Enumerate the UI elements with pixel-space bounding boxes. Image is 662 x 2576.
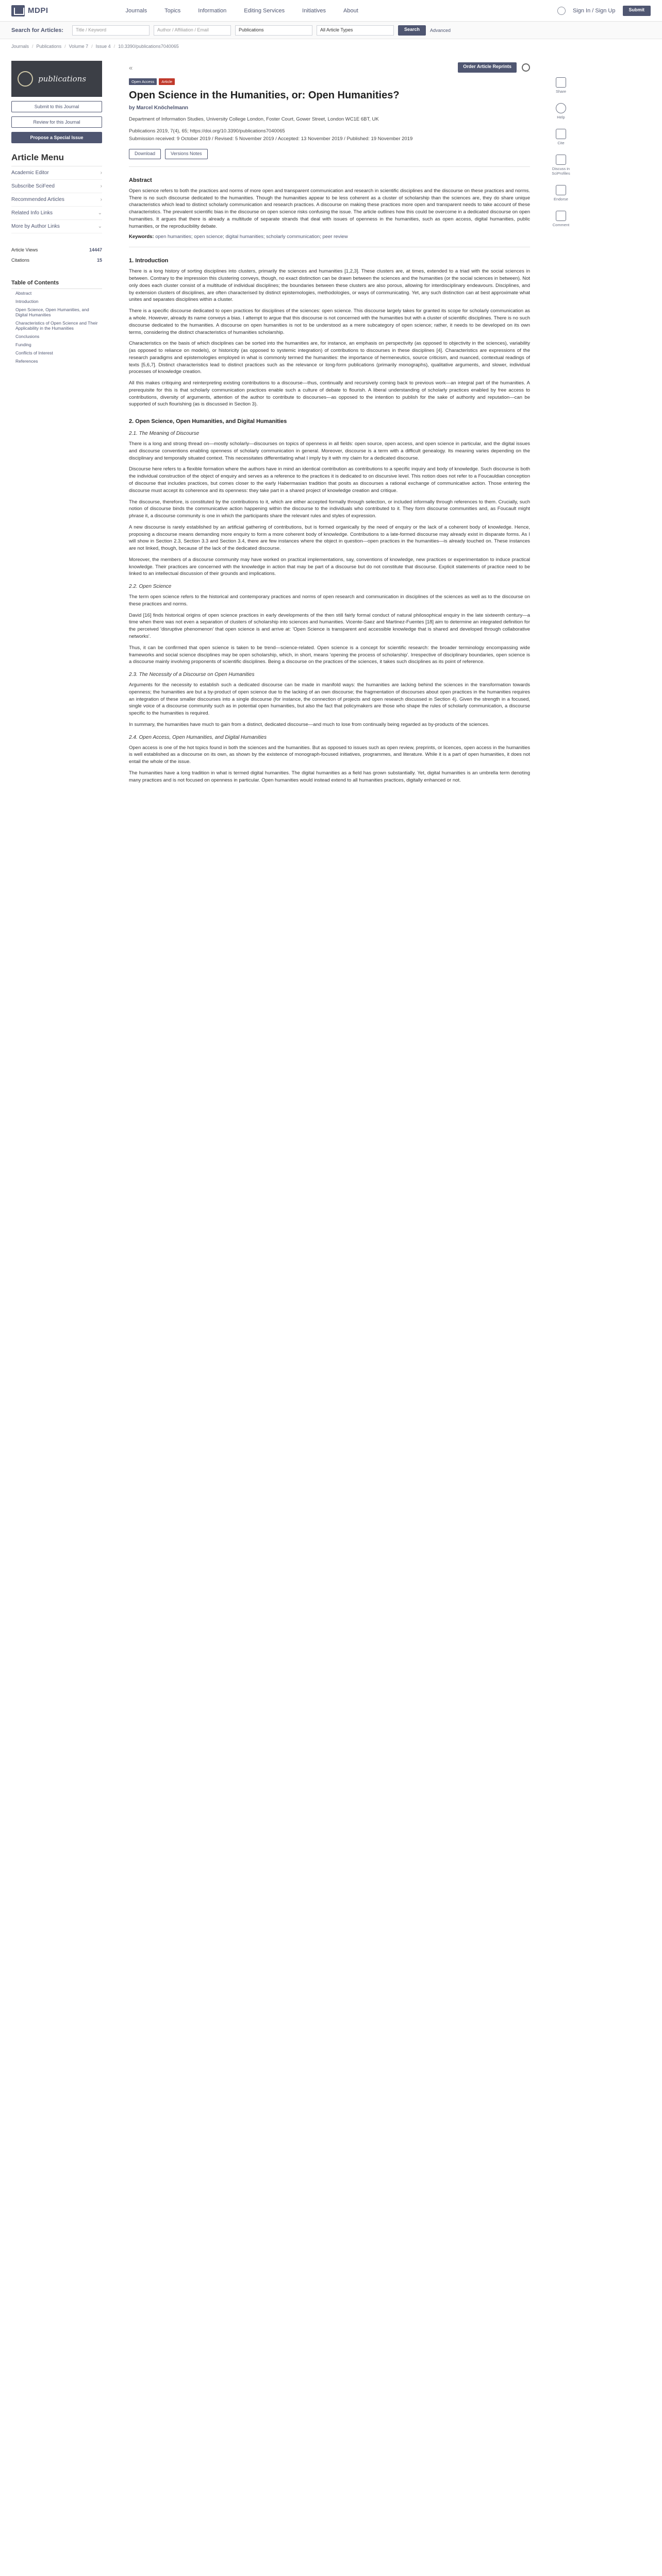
action-label: Help: [557, 115, 565, 120]
right-action-bar: [545, 77, 576, 227]
article-type-select[interactable]: All Article Types: [317, 25, 394, 36]
breadcrumb-item[interactable]: Journals: [11, 44, 29, 49]
menu-label: Academic Editor: [11, 170, 49, 176]
paragraph: A new discourse is rarely established by an artificial gathering of contributions, but is formed organically by the need of enquiry or the lack of a coherent body of knowledge. Hence, proposing a discourse means demanding more enquiry to form a more coherent body of knowledge. Contributions to a late-formed discourse may already exist in disparate forms. As I will show in Section 2.3, Section 3.3 and Section 3.4, there are few instances where the object in question—open practices in the humanities—is already touched on. These instances are not linked, though, because of the lack of the dedicated discourse.: [129, 524, 530, 552]
paragraph: The humanities have a long tradition in what is termed digital humanities. The digital humanities as a field has grown substantially. Yet, digital humanities is an umbrella term denoting many practices and is not focused on openness in particular. Open humanities would instead extend to all humanities practices, digitally enhanced or not.: [129, 770, 530, 783]
journal-title: publications: [38, 74, 87, 83]
menu-label: More by Author Links: [11, 224, 60, 229]
submit-button[interactable]: Submit: [623, 6, 651, 16]
paragraph: In summary, the humanities have much to gain from a distinct, dedicated discourse—and much to lose from continually being regarded as by-products of the sciences.: [129, 721, 489, 727]
metric-citations: [11, 255, 102, 265]
paragraph: Thus, it can be confirmed that open science is taken to be trend—science-related. Open science is a concept for scientific research: the broader terminology encompassing wide frameworks and social science disciplines may be open scholarship, which, in short, means 'opening the process of scholarship'. Irrespective of disciplinary boundaries, open science is a discourse mainly involving proponents of scientific disciplines. Being a discourse on the practices of the sciences, it takes such disciplines as its point of reference.: [129, 645, 530, 665]
breadcrumb-separator: /: [91, 44, 93, 49]
mdpi-logo[interactable]: [11, 5, 48, 16]
subsection-heading: 2.4. Open Access, Open Humanities, and Digital Humanities: [129, 734, 267, 740]
metric-value[interactable]: 15: [96, 258, 102, 263]
divider: [129, 166, 530, 167]
toc-item[interactable]: References: [15, 359, 38, 364]
help-action[interactable]: [556, 103, 566, 120]
menu-more-by-author[interactable]: [11, 220, 102, 233]
nav-initiatives[interactable]: Initiatives: [302, 7, 326, 14]
breadcrumb-item[interactable]: Volume 7: [69, 44, 89, 49]
nav-topics[interactable]: Topics: [164, 7, 181, 14]
publication-info: [129, 128, 530, 143]
article-metrics: [11, 245, 102, 265]
subsection-heading: 2.3. The Necessity of a Discourse on Open Humanities: [129, 672, 255, 678]
mdpi-logo-icon: [11, 5, 25, 16]
paragraph: Characteristics on the basis of which disciplines can be sorted into the humanities are, for instance, an emphasis on perspectivity (as opposed to objectivity in the sciences), variability (as opposed to reliance on models), or historicity (as opposed to systemic integration) of contributions to discourses in these disciplines [4]. Characteristics are expressions of the research paradigms and epistemologies employed in what is commonly termed the humanities: the importance of hermeneutics, source criticism, and nuanced, contextual readings of texts [5,6,7]. Distinct characteristics lead to distinct practices such as the relevance or long-form publications (primarily monographs), qualitative arguments, and slower, individual processes of knowledge creation.: [129, 341, 530, 375]
toc-item[interactable]: Introduction: [15, 299, 39, 304]
left-sidebar: [11, 61, 102, 365]
author-input[interactable]: Author / Affiliation / Email: [154, 25, 231, 36]
menu-related-info-links[interactable]: [11, 207, 102, 220]
discuss-action[interactable]: [545, 155, 576, 176]
subsection-heading: 2.2. Open Science: [129, 584, 172, 590]
subsection-heading: 2.1. The Meaning of Discourse: [129, 431, 200, 437]
article-badges: [129, 78, 530, 85]
toc-item[interactable]: Characteristics of Open Science and Their Applicability in the Humanities: [15, 320, 98, 331]
header-actions: [557, 6, 651, 16]
action-label: Discuss in SciProfiles: [552, 166, 570, 176]
chevron-right-icon: ›: [100, 197, 102, 202]
quote-icon: [556, 129, 566, 139]
chevron-right-icon: ›: [100, 170, 102, 176]
toc-item[interactable]: Conclusions: [15, 334, 40, 339]
help-icon: [556, 103, 566, 113]
breadcrumb: [0, 39, 662, 54]
action-label: Cite: [557, 141, 565, 145]
article-toolbar: [129, 61, 530, 74]
order-reprints-button[interactable]: Order Article Reprints: [458, 62, 517, 73]
paragraph: The discourse, therefore, is constituted by the contributions to it, which are either accepted formally through selection, or included informally through references to them. Crucially, such notion of discourse binds the communicative action happening within the discourse to the individuals who contributed to it. They form discourse communities and, as Foucault might phrase it, a discourse community is one in which the participants share the relevant rules and styles of expression.: [129, 499, 530, 519]
action-label: Comment: [552, 223, 570, 227]
table-of-contents-heading: Table of Contents: [11, 280, 102, 289]
advanced-search-link[interactable]: Advanced: [430, 27, 451, 33]
paragraph: There is a specific discourse dedicated to open practices for disciplines of the sciences: open science. This discourse largely takes for granted its scope for scholarly communication as a whole. However, already its name conveys a bias. I attempt to argue that this discourse is not concerned with the humanities but with a cluster of scientific disciplines. There is no such discourse dedicated to the humanities. A discourse on open humanities is not to be understood as a mere subcategory of open science; rather, it needs to be developed on its own terms, considering the distinct characteristics of humanities scholarship.: [129, 308, 530, 335]
cite-action[interactable]: [556, 129, 566, 145]
discuss-icon: [556, 155, 566, 165]
abstract-text: Open science refers to both the practices and norms of more open and transparent communication and research in scientific disciplines and the discourse on these practices and norms. There is no such discourse dedicated to the humanities. Though the humanities appear to be less coherent as a cluster of scholarship than the sciences are, they do share unique characteristics which lead to distinct scholarly communication and research practices. A discourse on making these practices more open and transparent needs to take account of these characteristics. The prevalent scientific bias in the discourse on open science risks confusing the issue. The article outlines how this could be overcome in a dedicated discourse on open humanities. It argues that there is already a multitude of separate strands that deal with issues of openness in the humanities, such as open access, digital humanities, public humanities, or the reproducibility debate.: [129, 188, 530, 229]
action-label: Endorse: [554, 197, 568, 201]
paragraph: Discourse here refers to a flexible formation where the authors have in mind an identical contribution as contributions to a specific inquiry and body of knowledge. Such discourse is both the individual construction of the object of enquiry and serves as a reference to the practices it is dedicated to on discursive level. This notion does not refer to a Foucauldian conception of discourse that includes practices, but comes closer to the early Habermasian tradition that posits as discourses a rational exchange of communicative action. Those entering the discourse must accept its coherence and its openness: they take part in a shared project of knowledge creation and critique.: [129, 466, 530, 494]
chevron-down-icon: ⌄: [97, 224, 102, 229]
article-menu-heading: Article Menu: [11, 152, 64, 162]
search-label: Search for Articles:: [11, 27, 64, 33]
logo-text: MDPI: [28, 6, 48, 15]
journal-logo-icon: [18, 71, 33, 87]
nav-editing-services[interactable]: Editing Services: [244, 7, 285, 14]
paragraph: There is a long and strong thread on—mostly scholarly—discourses on topics of openness in all fields: open source, open access, and open science in particular, and the digital issues and discourse conventions enabling openness of scholarly communication in general. Moreover, discourse is a term with a difficult genealogy. Its meaning varies depending on the disciplinary and temporally situated context. This necessitates differentiating what I imply by it with my claim for a dedicated discourse.: [129, 441, 530, 461]
keywords-label: Keywords:: [129, 234, 154, 240]
versions-notes-button[interactable]: Versions Notes: [165, 149, 208, 159]
menu-subscribe-scifeed[interactable]: [11, 180, 102, 193]
review-for-journal-button[interactable]: Review for this Journal: [11, 116, 102, 128]
article-title: Open Science in the Humanities, or: Open Humanities?: [129, 90, 400, 101]
toc-item[interactable]: Conflicts of Interest: [15, 350, 53, 355]
metric-value[interactable]: 14447: [89, 247, 102, 252]
journal-select[interactable]: Publications: [235, 25, 312, 36]
paragraph: Arguments for the necessity to establish such a dedicated discourse can be made in manifold ways: the humanities are lacking behind the sciences in the transformation towards openness; the humanities are but a by-product of open science due to the lacking of an own discourse; the fragmentation of discourses about open practices in the humanities requires an integration of these smaller discourses into a single discourse (for instance, the connection of projects and open research discussed in Section 4). Given the strength in a focused, single voice of a discourse community such as in potential open humanities, but also the fact that policymakers are those who shape the rules of scholarly communication, a discourse specific to the humanities is required.: [129, 682, 530, 717]
breadcrumb-separator: /: [113, 44, 115, 49]
metric-label: Article Views: [11, 247, 38, 252]
menu-label: Recommended Articles: [11, 197, 64, 202]
author-line[interactable]: by Marcel Knöchelmann: [129, 105, 189, 111]
search-button[interactable]: Search: [398, 25, 426, 36]
metric-views: [11, 245, 102, 255]
abstract-heading: Abstract: [129, 177, 152, 183]
dates-line: Submission received: 9 October 2019 / Revised: 5 November 2019 / Accepted: 13 November 2019 / Published: 19 November 2019: [129, 135, 413, 142]
open-access-badge[interactable]: Open Access: [129, 78, 157, 85]
breadcrumb-separator: /: [64, 44, 66, 49]
action-label: Share: [555, 89, 566, 94]
thumbs-up-icon: [556, 185, 566, 195]
section-heading: 1. Introduction: [129, 258, 169, 264]
propose-special-issue-button[interactable]: Propose a Special Issue: [11, 132, 102, 143]
submit-to-journal-button[interactable]: Submit to this Journal: [11, 101, 102, 112]
paragraph: All this makes critiquing and reinterpreting existing contributions to a discourse—thus, continually and recursively coming back to previous work—an integral part of the humanities. A prerequisite for this is that scholarly communication practices enable such a culture of debate to flourish. A liberal understanding of scholarly practices enabled by free access to contributions, diversity of arguments, attention of the author to contribute to discourses—as opposed to the intention to publish for the sake of authority and reputation—can be supported of such flourishing (as is discussed in Section 3).: [129, 380, 530, 408]
breadcrumb-item[interactable]: Issue 4: [95, 44, 111, 49]
citation-line[interactable]: Publications 2019, 7(4), 65; https://doi.org/10.3390/publications7040065: [129, 128, 285, 134]
top-navigation-bar: [0, 0, 662, 22]
toc-item[interactable]: Funding: [15, 342, 31, 347]
article-search-bar: [0, 22, 662, 39]
keywords: [129, 234, 530, 240]
paragraph: There is a long history of sorting disciplines into clusters, primarily the sciences and humanities [1,2,3]. These clusters are, at times, extended to a triad with the social sciences in between. Contrary to the impression this clustering conveys, though, no exact distinction can be drawn between the sciences and the humanities (or the social sciences in between). Not only does each cluster consist of a multitude of individual disciplines; the boundaries between these clusters are also porous, allowing for interdisciplinary endeavours. Disciplines, and by extension clusters of disciplines, are often characterised by distinct epistemologies, methodologies, or ways of communicating. Yet, any such distinction can at best approximate what unites and separates disciplines within a cluster.: [129, 268, 530, 303]
chevron-right-icon: ›: [100, 183, 102, 189]
download-button[interactable]: Download: [129, 149, 161, 159]
menu-recommended-articles[interactable]: [11, 193, 102, 207]
article-actions: [129, 149, 530, 159]
settings-gear-icon[interactable]: [522, 63, 530, 72]
share-action[interactable]: [556, 77, 566, 94]
article-type-badge: Article: [159, 78, 175, 85]
endorse-action[interactable]: [554, 185, 568, 201]
keywords-list[interactable]: open humanities; open science; digital humanities; scholarly communication; peer review: [155, 234, 348, 240]
main-nav: [126, 8, 358, 14]
share-icon: [556, 77, 566, 88]
paragraph: Moreover, the members of a discourse community may have worked on practical implementations, say, conventions of knowledge, new practices or experimentation to induce practical knowledge. Their practices are concerned with the knowledge in action that may be part of a discourse but do not constitute that discourse. Explicit statements of practice need to be linked to an intellectual discussion of their grounds and implications.: [129, 556, 530, 577]
breadcrumb-item: 10.3390/publications7040065: [118, 44, 179, 49]
paragraph: The term open science refers to the historical and contemporary practices and norms of open research and communication in disciplines of the sciences as well as to the discourse on these practices and norms.: [129, 594, 530, 607]
comment-action[interactable]: [553, 211, 570, 227]
paragraph: David [16] finds historical origins of open science practices in early developments of the then still fairly formal conduct of natural philosophical enquiry in the late sixteenth century—a time when there was not even a separation of clusters of scholarship into sciences and humanities. Vicente-Saez and Martinez-Fuentes [18] aim to determine an integrated definition for the perceived 'disruptive phenomenon' that open science is and arrive at: 'Open Science is transparent and accessible knowledge that is shared and developed through collaborative networks'.: [129, 612, 530, 640]
user-icon[interactable]: [557, 7, 566, 15]
nav-information[interactable]: Information: [198, 7, 227, 14]
menu-academic-editor[interactable]: [11, 166, 102, 180]
chevron-down-icon: ⌄: [97, 210, 102, 216]
menu-label: Subscribe SciFeed: [11, 183, 55, 189]
collapse-icon[interactable]: «: [129, 63, 133, 72]
nav-journals[interactable]: Journals: [125, 7, 147, 14]
metric-label: Citations: [11, 258, 30, 263]
breadcrumb-separator: /: [32, 44, 34, 49]
comment-icon: [556, 211, 566, 221]
breadcrumb-item[interactable]: Publications: [36, 44, 62, 49]
nav-about[interactable]: About: [343, 7, 358, 14]
paragraph: Open access is one of the hot topics found in both the sciences and the humanities. But as opposed to issues such as open review, preprints, or licences, open access in the humanities is well established as a discourse on its own, as shown by the existence of monograph-focused initiatives, programmes, and literature. While it is a part of open humanities, it does not entail the whole of the issue.: [129, 744, 530, 765]
article-main: [129, 61, 530, 784]
section-heading: 2. Open Science, Open Humanities, and Digital Humanities: [129, 418, 287, 425]
journal-banner[interactable]: [11, 61, 102, 97]
title-keyword-input[interactable]: Title / Keyword: [72, 25, 150, 36]
toc-item[interactable]: Abstract: [15, 291, 32, 296]
menu-label: Related Info Links: [11, 210, 53, 216]
affiliation: Department of Information Studies, University College London, Foster Court, Gower Street, London WC1E 6BT, UK: [129, 116, 379, 122]
sign-in-link[interactable]: Sign In / Sign Up: [572, 7, 616, 14]
toc-item[interactable]: Open Science, Open Humanities, and Digital Humanities: [15, 307, 89, 317]
